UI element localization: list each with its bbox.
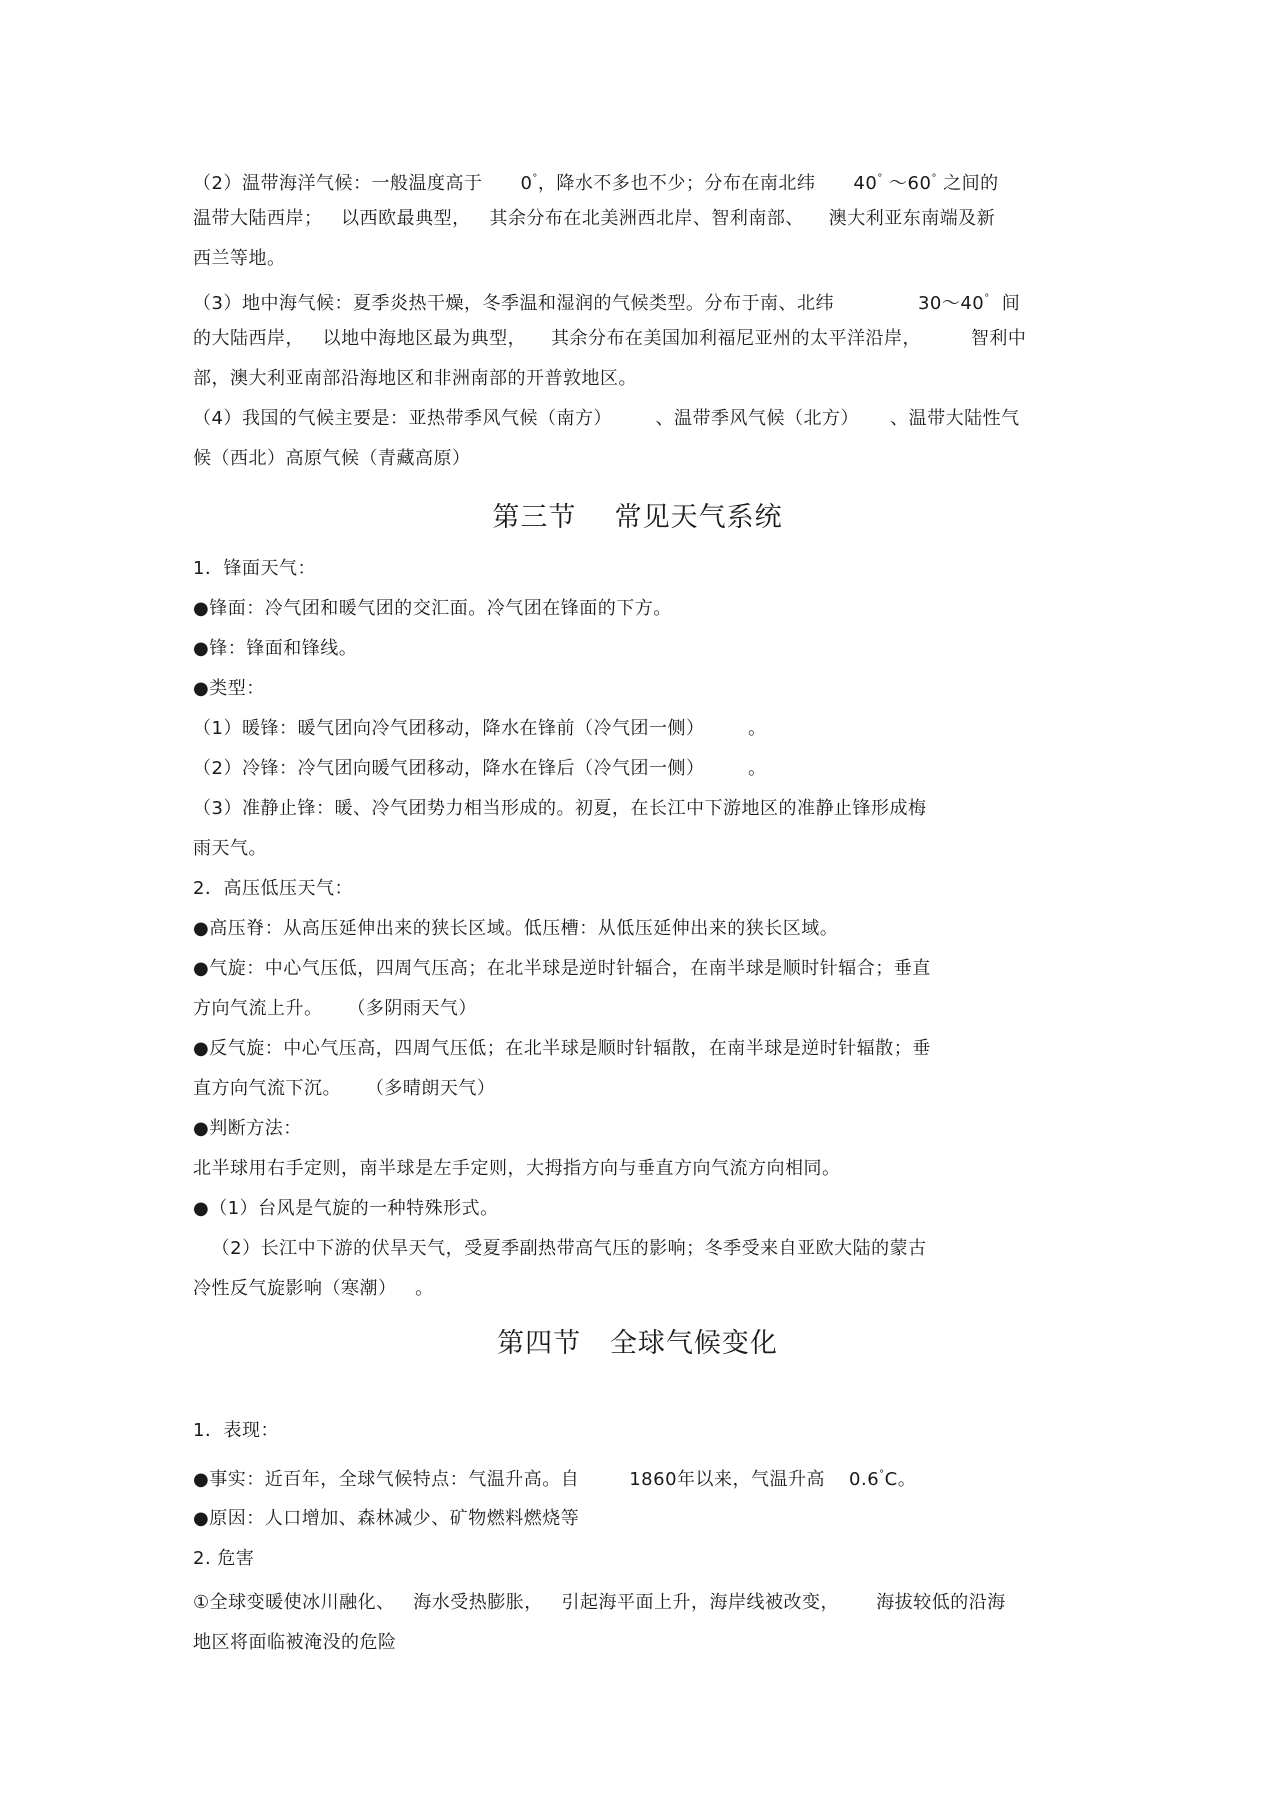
item2-lat2: 60	[907, 173, 932, 194]
section3-line: ●判断方法：	[193, 1118, 302, 1139]
section3-line: 方向气流上升。 （多阴雨天气）	[193, 998, 477, 1019]
section3-line: 北半球用右手定则，南半球是左手定则，大拇指方向与垂直方向气流方向相同。	[193, 1158, 841, 1179]
item2-lat1-degree: °	[877, 173, 883, 184]
item2-temp-value: 0	[520, 173, 533, 194]
fact-degree-sign: °	[879, 1469, 885, 1480]
section3-line: ●高压脊：从高压延伸出来的狭长区域。低压槽：从低压延伸出来的狭长区域。	[193, 918, 839, 939]
item2-lat1: 40	[853, 173, 878, 194]
section3-line: ●气旋：中心气压低，四周气压高；在北半球是逆时针辐合，在南半球是顺时针辐合；垂直	[193, 958, 931, 979]
climate-item3-line1	[193, 286, 1020, 317]
section3-line: ●（1）台风是气旋的一种特殊形式。	[193, 1198, 499, 1219]
fact-year: 1860	[629, 1469, 678, 1490]
section4-harm-heading: 2. 危害	[193, 1548, 255, 1569]
item2-lat2-degree: °	[931, 173, 937, 184]
section3-line: ●锋：锋面和锋线。	[193, 638, 358, 659]
section4-fact-line	[193, 1462, 916, 1493]
section3-title: 第三节 常见天气系统	[492, 502, 783, 533]
section3-line: （2）冷锋：冷气团向暖气团移动，降水在锋后（冷气团一侧） 。	[193, 758, 767, 779]
climate-item2-line2: 温带大陆西岸； 以西欧最典型， 其余分布在北美洲西北岸、智利南部、 澳大利亚东南端及新	[193, 208, 996, 229]
section3-line: ●反气旋：中心气压高，四周气压低；在北半球是顺时针辐散，在南半球是逆时针辐散；垂	[193, 1038, 931, 1059]
section3-line: 直方向气流下沉。 （多晴朗天气）	[193, 1078, 496, 1099]
climate-item2-line1	[193, 166, 999, 197]
item3-degree-sign: °	[984, 293, 990, 304]
item3-text-b: 间	[1001, 293, 1021, 314]
item2-text-b: ，降水不多也不少；分布在南北纬	[537, 173, 816, 194]
item2-text-c: 之间的	[943, 173, 999, 194]
item2-text-a: （2）温带海洋气候：一般温度高于	[193, 173, 483, 194]
climate-item4-line1: （4）我国的气候主要是：亚热带季风气候（南方） 、温带季风气候（北方） 、温带大陆性气	[193, 408, 1020, 429]
fact-text-a: ●事实：近百年，全球气候特点：气温升高。自	[193, 1469, 580, 1490]
climate-item4-line2: 候（西北）高原气候（青藏高原）	[193, 448, 471, 469]
section3-line: （2）长江中下游的伏旱天气，受夏季副热带高气压的影响；冬季受来自亚欧大陆的蒙古	[193, 1238, 927, 1259]
item2-degree-sign: °	[532, 173, 538, 184]
climate-item3-line3: 部，澳大利亚南部沿海地区和非洲南部的开普敦地区。	[193, 368, 637, 389]
item3-lat-range: 30～40	[917, 293, 985, 314]
section4-line-1: 1．表现：	[193, 1420, 279, 1441]
fact-unit: C。	[884, 1469, 917, 1490]
section3-line: 冷性反气旋影响（寒潮） 。	[193, 1278, 434, 1299]
section3-line: 1．锋面天气：	[193, 558, 316, 579]
section4-cause-line: ●原因：人口增加、森林减少、矿物燃料燃烧等	[193, 1508, 580, 1529]
section4-harm-line2: 地区将面临被淹没的危险	[193, 1632, 397, 1653]
section3-line: 2．高压低压天气：	[193, 878, 353, 899]
fact-text-b: 年以来，气温升高	[677, 1469, 826, 1490]
section3-line: （1）暖锋：暖气团向冷气团移动，降水在锋前（冷气团一侧） 。	[193, 718, 767, 739]
section3-line: 雨天气。	[193, 838, 267, 859]
fact-value: 0.6	[849, 1469, 880, 1490]
item2-range-sep: ～	[889, 173, 908, 194]
section3-line: （3）准静止锋：暖、冷气团势力相当形成的。初夏，在长江中下游地区的准静止锋形成梅	[193, 798, 927, 819]
section3-line: ●锋面：冷气团和暖气团的交汇面。冷气团在锋面的下方。	[193, 598, 672, 619]
climate-item3-line2: 的大陆西岸， 以地中海地区最为典型， 其余分布在美国加利福尼亚州的太平洋沿岸， 智利中	[193, 328, 1027, 349]
section4-title: 第四节 全球气候变化	[497, 1328, 778, 1359]
section3-line: ●类型：	[193, 678, 265, 699]
section4-harm-line1: ①全球变暖使冰川融化、 海水受热膨胀， 引起海平面上升，海岸线被改变， 海拔较低的沿海	[193, 1592, 1006, 1613]
climate-item2-line3: 西兰等地。	[193, 248, 286, 269]
item3-text-a: （3）地中海气候：夏季炎热干燥，冬季温和湿润的气候类型。分布于南、北纬	[193, 293, 834, 314]
